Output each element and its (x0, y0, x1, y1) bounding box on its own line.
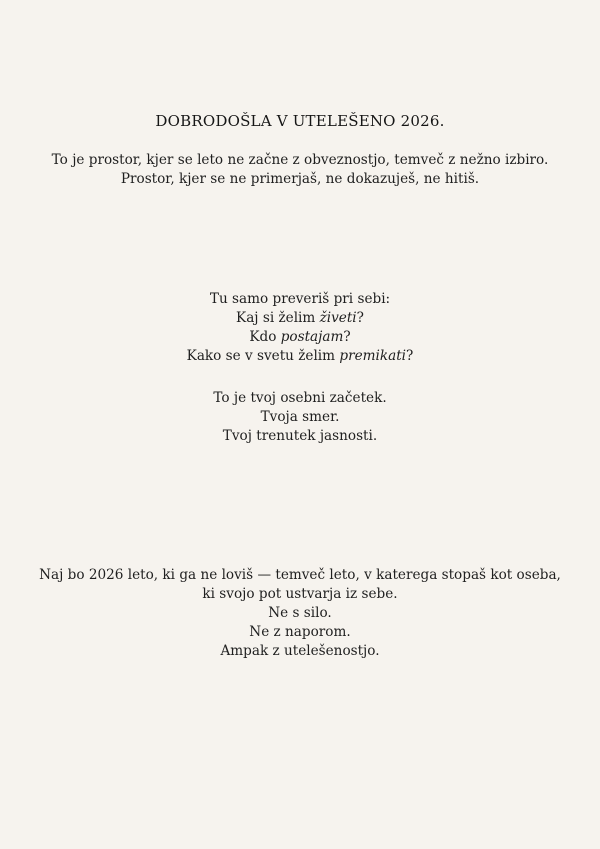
question-2-prefix: Kdo (249, 329, 281, 345)
affirmation-line-1: To je tvoj osebni začetek. (213, 390, 387, 406)
intro-paragraph (0, 151, 600, 189)
question-2 (0, 328, 600, 347)
question-2-suffix: ? (343, 329, 351, 345)
closing-line-4: Ne z naporom. (249, 624, 351, 640)
page-title: DOBRODOŠLA V UTELEŠENO 2026. (155, 112, 445, 130)
questions-lead: Tu samo preveriš pri sebi: (209, 291, 391, 307)
question-3-suffix: ? (406, 348, 414, 364)
intro-line-1: To je prostor, kjer se leto ne začne z obveznostjo, temveč z nežno izbiro. (51, 152, 549, 168)
questions-paragraph (0, 290, 600, 366)
affirmation-line-2: Tvoja smer. (260, 409, 340, 425)
closing-line-2: ki svojo pot ustvarja iz sebe. (202, 586, 398, 602)
question-1 (0, 309, 600, 328)
question-2-emphasis: postajam (280, 329, 344, 345)
affirmation-paragraph (0, 389, 600, 446)
question-3-emphasis: premikati (339, 348, 407, 364)
question-1-prefix: Kaj si želim (236, 310, 320, 326)
closing-line-1: Naj bo 2026 leto, ki ga ne loviš — temveč leto, v katerega stopaš kot oseba, (39, 567, 561, 583)
intro-line-2: Prostor, kjer se ne primerjaš, ne dokazuješ, ne hitiš. (120, 171, 480, 187)
question-3-prefix: Kako se v svetu želim (186, 348, 340, 364)
question-1-suffix: ? (356, 310, 364, 326)
affirmation-line-3: Tvoj trenutek jasnosti. (222, 428, 378, 444)
question-3 (0, 347, 600, 366)
closing-line-5: Ampak z utelešenostjo. (220, 643, 380, 659)
closing-paragraph (0, 566, 600, 661)
closing-line-3: Ne s silo. (268, 605, 332, 621)
question-1-emphasis: živeti (319, 310, 357, 326)
